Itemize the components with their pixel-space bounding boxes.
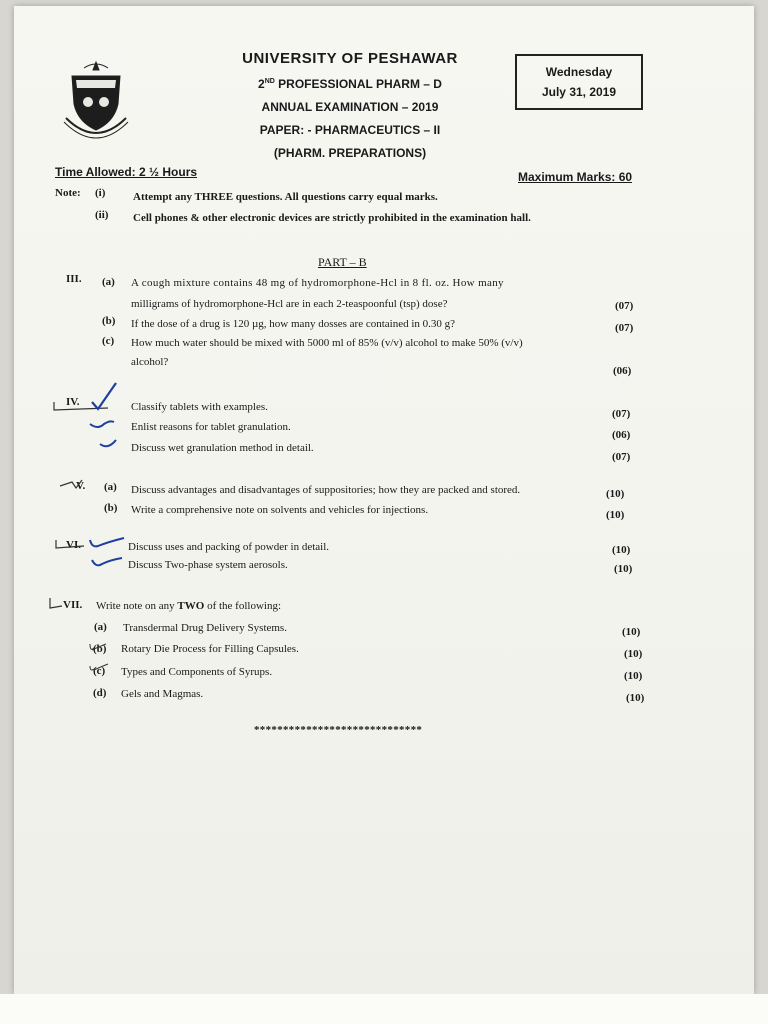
question-text: alcohol?	[131, 356, 169, 368]
item-marks: (06)	[612, 429, 631, 441]
question-number: III.	[66, 273, 82, 285]
item-marks: (07)	[612, 451, 631, 463]
item-marks: (06)	[613, 365, 632, 377]
note-label: Note:	[55, 187, 81, 199]
question-number: IV.	[66, 396, 80, 408]
note-text: Cell phones & other electronic devices are strictly prohibited in the examination hall.	[133, 212, 531, 224]
question-text: Enlist reasons for tablet granulation.	[131, 421, 291, 433]
handwritten-check-marks-iv	[48, 380, 158, 470]
paper-line: PAPER: - PHARMACEUTICS – II	[259, 123, 441, 137]
handwritten-marks-vii	[46, 594, 126, 674]
maximum-marks: Maximum Marks: 60	[518, 170, 633, 184]
question-text: How much water should be mixed with 5000 ml of 85% (v/v) alcohol to make 50% (v/v)	[131, 337, 523, 349]
item-marks: (10)	[624, 670, 643, 682]
part-heading: PART – B	[318, 255, 367, 269]
question-text: Discuss uses and packing of powder in detail.	[128, 541, 330, 553]
question-text: Discuss wet granulation method in detail.	[131, 442, 314, 454]
item-marks: (07)	[612, 408, 631, 420]
question-number: VII.	[63, 599, 83, 611]
page-bottom-edge	[0, 994, 768, 1024]
item-label: (c)	[93, 665, 106, 677]
item-marks: (07)	[615, 322, 634, 334]
item-label: (a)	[104, 481, 117, 493]
item-label: (b)	[104, 502, 118, 514]
university-crest-logo	[58, 58, 134, 144]
exam-day: Wednesday	[545, 65, 613, 79]
note-text: Attempt any THREE questions. All questions carry equal marks.	[133, 191, 438, 203]
question-text: Classify tablets with examples.	[131, 401, 268, 413]
question-text: Transdermal Drug Delivery Systems.	[123, 622, 287, 634]
item-label: (b)	[102, 315, 116, 327]
university-name: UNIVERSITY OF PESHAWAR	[242, 50, 458, 67]
question-number: VI.	[66, 539, 81, 551]
exam-date: July 31, 2019	[541, 85, 617, 99]
item-marks: (10)	[612, 544, 631, 556]
item-label: (a)	[94, 621, 107, 633]
question-text: Discuss Two-phase system aerosols.	[128, 559, 288, 571]
question-text: Write note on any TWO of the following:	[96, 600, 282, 612]
handwritten-check-marks-vi	[52, 534, 132, 574]
professional-line: 2ND PROFESSIONAL PHARM – D	[258, 77, 442, 91]
item-marks: (07)	[615, 300, 634, 312]
item-label: (b)	[93, 643, 107, 655]
question-text: milligrams of hydromorphone-Hcl are in each 2-teaspoonful (tsp) dose?	[131, 298, 448, 310]
note-num: (ii)	[95, 209, 109, 221]
question-number: V.	[76, 480, 86, 492]
item-marks: (10)	[614, 563, 633, 575]
question-text: Rotary Die Process for Filling Capsules.	[121, 643, 299, 655]
subtitle-line: (PHARM. PREPARATIONS)	[273, 146, 427, 160]
question-text: A cough mixture contains 48 mg of hydromorphone-Hcl in 8 fl. oz. How many	[131, 277, 504, 289]
item-label: (a)	[102, 276, 115, 288]
note-num: (i)	[95, 187, 106, 199]
item-label: (c)	[102, 335, 115, 347]
item-marks: (10)	[606, 509, 625, 521]
item-marks: (10)	[606, 488, 625, 500]
question-text: Types and Components of Syrups.	[121, 666, 273, 678]
item-marks: (10)	[626, 692, 645, 704]
question-text: If the dose of a drug is 120 µg, how many dosses are contained in 0.30 g?	[131, 318, 456, 330]
exam-header	[220, 50, 480, 169]
handwritten-check-mark-v	[58, 474, 108, 496]
item-marks: (10)	[622, 626, 641, 638]
question-text: Write a comprehensive note on solvents and vehicles for injections.	[131, 504, 429, 516]
end-marker: *****************************	[254, 724, 423, 736]
item-marks: (10)	[624, 648, 643, 660]
item-label: (d)	[93, 687, 107, 699]
time-allowed: Time Allowed: 2 ½ Hours	[55, 165, 198, 179]
question-text: Gels and Magmas.	[121, 688, 204, 700]
question-text: Discuss advantages and disadvantages of suppositories; how they are packed and stored.	[131, 484, 521, 496]
date-box	[515, 54, 643, 110]
exam-line: ANNUAL EXAMINATION – 2019	[261, 100, 439, 114]
